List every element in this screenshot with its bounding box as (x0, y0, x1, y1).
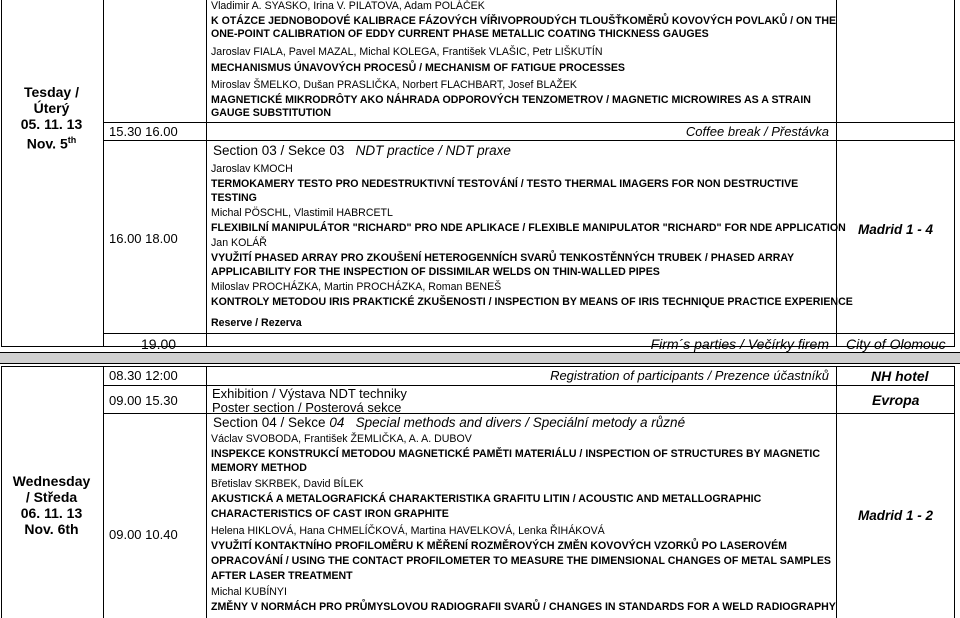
evening-time: 19.00 (141, 336, 177, 352)
talk-title: AFTER LASER TREATMENT (211, 570, 353, 582)
reserve-label: Reserve / Rezerva (211, 317, 302, 329)
talk-title: AKUSTICKÁ A METALOGRAFICKÁ CHARAKTERISTIKA GRAFITU LITIN / ACOUSTIC AND METALLOGRAPHIC (211, 493, 762, 505)
talk-title: MECHANISMUS ÚNAVOVÝCH PROCESŮ / MECHANISM OF FATIGUE PROCESSES (211, 62, 625, 74)
talk-title: CHARACTERISTICS OF CAST IRON GRAPHITE (211, 508, 449, 520)
day-label: Tesday / (24, 84, 79, 100)
section-heading (213, 143, 511, 159)
talk-authors: Miloslav PROCHÁZKA, Martin PROCHÁZKA, Roman BENEŠ (211, 281, 502, 293)
exhibition-time: 09.00 15.30 (109, 393, 178, 408)
exhibition-place: Evropa (872, 392, 920, 408)
section-title: NDT practice / NDT praxe (355, 143, 511, 158)
talk-title: KONTROLY METODOU IRIS PRAKTICKÉ ZKUŠENOSTI / INSPECTION BY MEANS OF IRIS TECHNIQUE PRACTICE EXPERIENCE (211, 296, 853, 308)
date: 05. 11. 13 (20, 116, 83, 132)
talk-title: ONE-POINT CALIBRATION OF EDDY CURRENT PHASE METALLIC COATING THICKNESS GAUGES (211, 28, 709, 40)
talk-authors: Jaroslav FIALA, Pavel MAZAL, Michal KOLEGA, František VLAŠIC, Petr LIŠKUTÍN (211, 46, 603, 58)
registration-label: Registration of participants / Prezence účastníků (550, 368, 829, 383)
session-time: 16.00 18.00 (109, 231, 178, 246)
day-label-cz: Úterý (33, 100, 70, 116)
talk-authors: Břetislav SKRBEK, David BÍLEK (211, 478, 364, 490)
talk-title: FLEXIBILNÍ MANIPULÁTOR "RICHARD" PRO NDE APLIKACE / FLEXIBLE MANIPULATOR "RICHARD" FOR NDE APPLICATION (211, 222, 846, 234)
section-prefix: Section 03 / Sekce 03 (213, 143, 345, 158)
talk-title: VYUŽITÍ PHASED ARRAY PRO ZKOUŠENÍ HETEROGENNÍCH SVARŮ TENKOSTĚNNÝCH TRUBEK / PHASED ARRAY (211, 252, 795, 264)
registration-time: 08.30 12:00 (109, 368, 178, 383)
room-label: Madrid 1 - 2 (858, 508, 934, 523)
poster-label: Poster section / Posterová sekce (212, 400, 402, 415)
registration-place: NH hotel (871, 368, 929, 384)
session-time: 09.00 10.40 (109, 527, 178, 542)
talk-title: K OTÁZCE JEDNOBODOVÉ KALIBRACE FÁZOVÝCH VÍŘIVOPROUDÝCH TLOUŠŤKOMĚRŮ KOVOVÝCH POVLAKŮ / ON THE (211, 15, 837, 27)
evening-label: Firm´s parties / Večírky firem (650, 336, 829, 352)
talk-authors: Michal PÖSCHL, Vlastimil HABRCETL (211, 207, 393, 219)
exhibition-label: Exhibition / Výstava NDT techniky (212, 386, 407, 401)
talk-title: OPRACOVÁNÍ / USING THE CONTACT PROFILOMETER TO MEASURE THE DIMENSIONAL CHANGES OF METAL SAMPLES (211, 555, 831, 567)
evening-place: City of Olomouc (846, 336, 946, 352)
talk-authors: Jaroslav KMOCH (211, 163, 293, 175)
talk-authors: Václav SVOBODA, František ŽEMLIČKA, A. A. DUBOV (211, 433, 472, 445)
talk-authors: Vladimir A. SYASKO, Irina V. PILATOVA, Adam POLÁČEK (211, 0, 485, 12)
talk-authors: Michal KUBÍNYI (211, 586, 287, 598)
talk-title: APPLICABILITY FOR THE INSPECTION OF DISSIMILAR WELDS ON THIN-WALLED PIPES (211, 266, 660, 278)
section-title: Special methods and divers / Speciální metody a různé (355, 415, 686, 430)
talk-authors: Jan KOLÁŘ (211, 237, 267, 249)
tuesday-day-cell (0, 84, 103, 152)
day-label: Wednesday (12, 473, 91, 489)
talk-title: INSPEKCE KONSTRUKCÍ METODOU MAGNETICKÉ PAMĚTI MATERIÁLU / INSPECTION OF STRUCTURES BY MAGNETIC (211, 448, 820, 460)
coffee-time: 15.30 16.00 (109, 124, 178, 139)
talk-title: TESTING (211, 192, 257, 204)
section-number: 04 (329, 415, 345, 430)
room-label: Madrid 1 - 4 (858, 222, 934, 237)
section-prefix: Section 04 / Sekce (213, 415, 326, 430)
date: 06. 11. 13 (20, 505, 83, 521)
talk-authors: Helena HIKLOVÁ, Hana CHMELÍČKOVÁ, Martina HAVELKOVÁ, Lenka ŘIHÁKOVÁ (211, 525, 605, 537)
day-label-cz: / Středa (25, 489, 78, 505)
talk-title: VYUŽITÍ KONTAKTNÍHO PROFILOMĚRU K MĚŘENÍ ROZMĚROVÝCH ZMĚN KOVOVÝCH VZORKŮ PO LASEROVÉM (211, 540, 788, 552)
date-en: Nov. 6th (24, 521, 79, 537)
talk-title: MEMORY METHOD (211, 462, 307, 474)
wednesday-day-cell (0, 473, 103, 537)
talk-title: MAGNETICKÉ MIKRODRÔTY AKO NÁHRADA ODPOROVÝCH TENZOMETROV / MAGNETIC MICROWIRES AS A STRAIN (211, 94, 811, 106)
talk-title: GAUGE SUBSTITUTION (211, 107, 332, 119)
talk-title: ZMĚNY V NORMÁCH PRO PRŮMYSLOVOU RADIOGRAFII SVARŮ / CHANGES IN STANDARDS FOR A WELD RADIOGRAPHY (211, 601, 836, 613)
talk-authors: Miroslav ŠMELKO, Dušan PRASLIČKA, Norbert FLACHBART, Josef BLAŽEK (211, 79, 578, 91)
talk-title: TERMOKAMERY TESTO PRO NEDESTRUKTIVNÍ TESTOVÁNÍ / TESTO THERMAL IMAGERS FOR NON DESTRUCTIVE (211, 178, 799, 190)
coffee-break-label: Coffee break / Přestávka (685, 124, 829, 139)
date-en: Nov. 5th (26, 135, 77, 152)
section-heading (213, 415, 685, 431)
